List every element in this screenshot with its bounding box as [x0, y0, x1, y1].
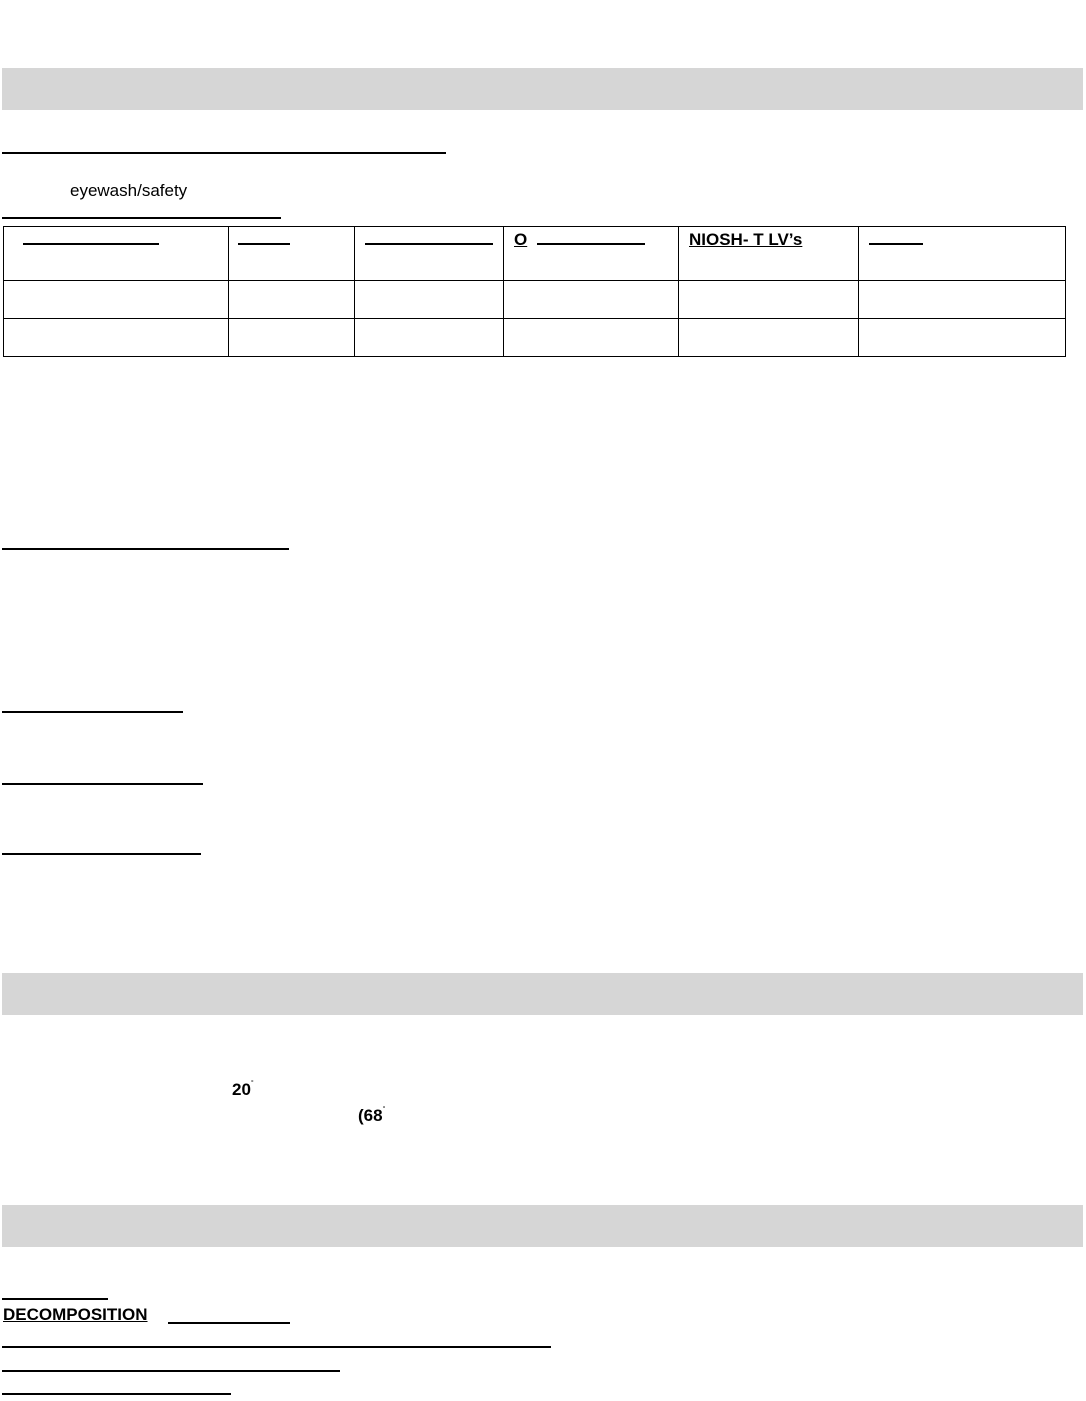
- heading-underline: [2, 152, 446, 154]
- table-row: [4, 319, 1066, 357]
- table-cell: [4, 319, 229, 357]
- table-header-label: O: [514, 230, 528, 249]
- section-header-band: [2, 973, 1083, 1015]
- table-header-cell: [355, 227, 504, 281]
- degree-symbol: °: [250, 1080, 254, 1087]
- temperature-value: [358, 1106, 391, 1126]
- table-header-cell: [229, 227, 355, 281]
- table-cell: [504, 281, 679, 319]
- table-cell: [355, 319, 504, 357]
- table-header-label: NIOSH- T LV’s: [689, 230, 803, 249]
- heading-underline: [2, 711, 183, 713]
- table-cell: [4, 281, 229, 319]
- table-header-cell: [504, 227, 679, 281]
- table-header-cell: [679, 227, 859, 281]
- table-cell: [229, 319, 355, 357]
- table-header-cell: [4, 227, 229, 281]
- heading-underline: [2, 548, 289, 550]
- heading-underline: [2, 217, 281, 219]
- table-header-row: [4, 227, 1066, 281]
- table-cell: [229, 281, 355, 319]
- heading-underline: [2, 853, 201, 855]
- heading-underline: [2, 1346, 551, 1348]
- table-cell: [679, 281, 859, 319]
- heading-underline: [2, 783, 203, 785]
- table-row: [4, 281, 1066, 319]
- heading-underline: [2, 1393, 231, 1395]
- heading-underline: [2, 1298, 108, 1300]
- table-cell: [504, 319, 679, 357]
- section-header-band: [2, 68, 1083, 110]
- temperature-number: 20: [232, 1080, 251, 1099]
- table-cell: [859, 319, 1066, 357]
- heading-underline: [168, 1322, 290, 1324]
- exposure-limits-table: [3, 226, 1066, 357]
- temperature-value: [232, 1080, 259, 1100]
- table-cell: [859, 281, 1066, 319]
- table-cell: [355, 281, 504, 319]
- table-header-cell: [859, 227, 1066, 281]
- table-cell: [679, 319, 859, 357]
- degree-symbol: °: [382, 1106, 386, 1113]
- temperature-number: (68: [358, 1106, 383, 1125]
- eyewash-text: eyewash/safety: [70, 181, 188, 200]
- heading-underline: [2, 1370, 340, 1372]
- section-header-band: [2, 1205, 1083, 1247]
- decomposition-label: DECOMPOSITION: [3, 1305, 148, 1324]
